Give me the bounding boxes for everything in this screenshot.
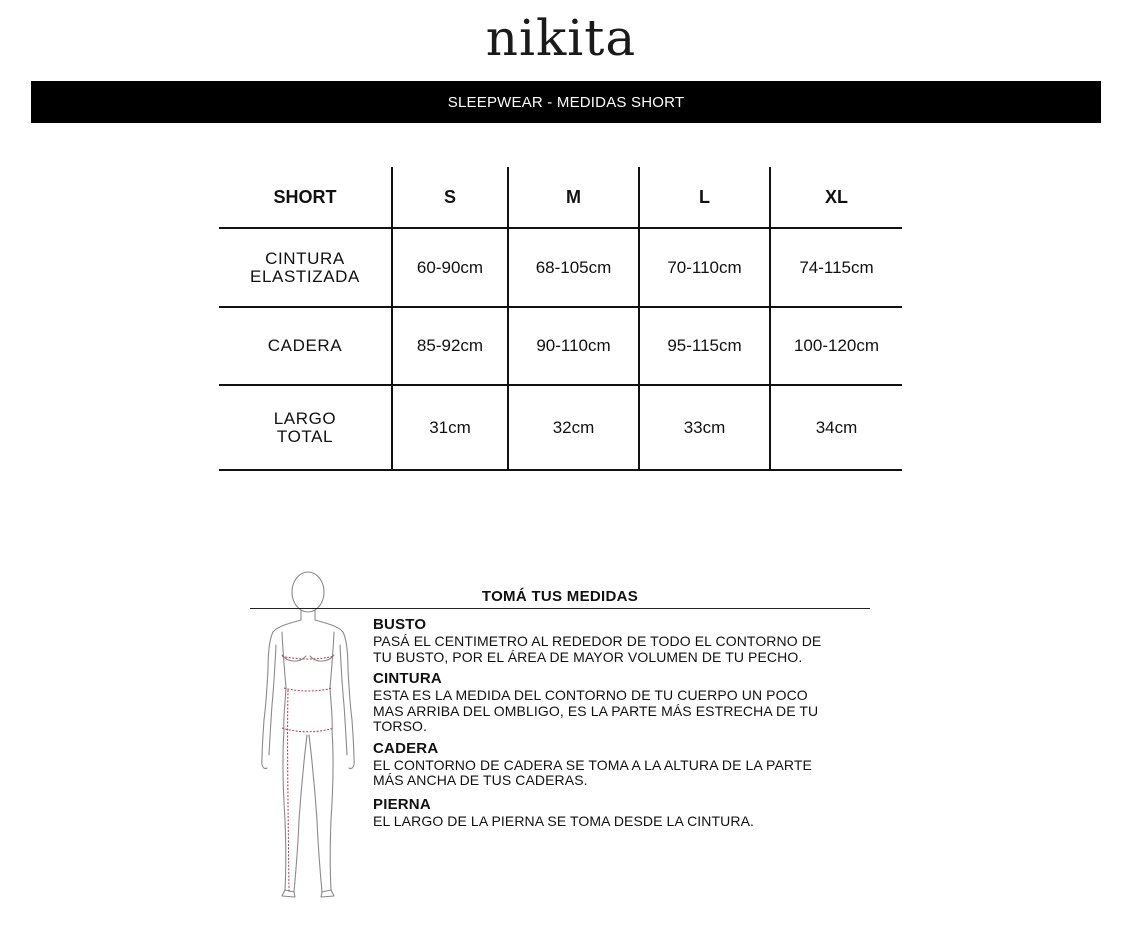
header-cell-s: S: [392, 167, 508, 228]
guide-item-busto: [373, 616, 878, 665]
row-label-line: CADERA: [267, 336, 343, 355]
row-label-line: ELASTIZADA: [250, 266, 360, 286]
table-cell: 74-115cm: [770, 228, 902, 307]
guide-heading: BUSTO: [373, 616, 427, 633]
table-row-cadera: [219, 307, 902, 385]
table-cell: 95-115cm: [639, 307, 770, 385]
guide-item-pierna: [373, 796, 878, 830]
size-table-header-row: [219, 167, 902, 228]
guide-item-cadera: [373, 740, 878, 789]
table-row-largo: [219, 385, 902, 470]
header-cell-l: L: [639, 167, 770, 228]
table-cell: 85-92cm: [392, 307, 508, 385]
table-cell: 33cm: [639, 385, 770, 470]
row-label-line: LARGO: [273, 408, 337, 428]
guide-text-line: ESTA ES LA MEDIDA DEL CONTORNO DE TU CUERPO UN POCO: [373, 687, 808, 703]
table-cell: 100-120cm: [770, 307, 902, 385]
row-label: [219, 228, 392, 307]
title-banner: [31, 81, 1101, 123]
table-cell: 32cm: [508, 385, 639, 470]
brand-logo: nikita: [485, 9, 637, 67]
guide-item-cintura: [373, 670, 878, 735]
guide-heading: CINTURA: [373, 670, 442, 687]
table-cell: 60-90cm: [392, 228, 508, 307]
guide-text-line: MAS ARRIBA DEL OMBLIGO, ES LA PARTE MÁS ESTRECHA DE TU: [373, 702, 819, 719]
header-cell-xl: XL: [770, 167, 902, 228]
table-cell: 34cm: [770, 385, 902, 470]
guide-text-line: EL LARGO DE LA PIERNA SE TOMA DESDE LA CINTURA.: [373, 812, 755, 829]
table-row-cintura: [219, 228, 902, 307]
guide-text-line: TORSO.: [373, 718, 428, 734]
banner-title: SLEEPWEAR - MEDIDAS SHORT: [447, 93, 685, 111]
table-cell: 90-110cm: [508, 307, 639, 385]
guide-text-line: MÁS ANCHA DE TUS CADERAS.: [373, 772, 588, 788]
guide-heading: PIERNA: [373, 795, 431, 813]
header-cell-m: M: [508, 167, 639, 228]
guide-text-line: PASÁ EL CENTIMETRO AL REDEDOR DE TODO EL CONTORNO DE: [373, 633, 822, 649]
row-label: [219, 385, 392, 470]
guide-heading: CADERA: [373, 739, 439, 757]
guide-divider: [250, 608, 870, 609]
table-cell: 31cm: [392, 385, 508, 470]
row-label-line: TOTAL: [276, 426, 334, 446]
measurement-guide: [373, 616, 878, 829]
guide-text-line: EL CONTORNO DE CADERA SE TOMA A LA ALTURA DE LA PARTE: [373, 756, 812, 773]
guide-title: TOMÁ TUS MEDIDAS: [481, 588, 639, 605]
table-cell: 70-110cm: [639, 228, 770, 307]
guide-text-line: TU BUSTO, POR EL ÁREA DE MAYOR VOLUMEN DE TU PECHO.: [373, 648, 803, 665]
header-cell-short: SHORT: [273, 186, 337, 207]
row-label-line: CINTURA: [265, 248, 345, 268]
table-cell: 68-105cm: [508, 228, 639, 307]
row-label: [219, 307, 392, 385]
body-silhouette-icon: [258, 570, 358, 902]
size-table: [219, 167, 902, 471]
